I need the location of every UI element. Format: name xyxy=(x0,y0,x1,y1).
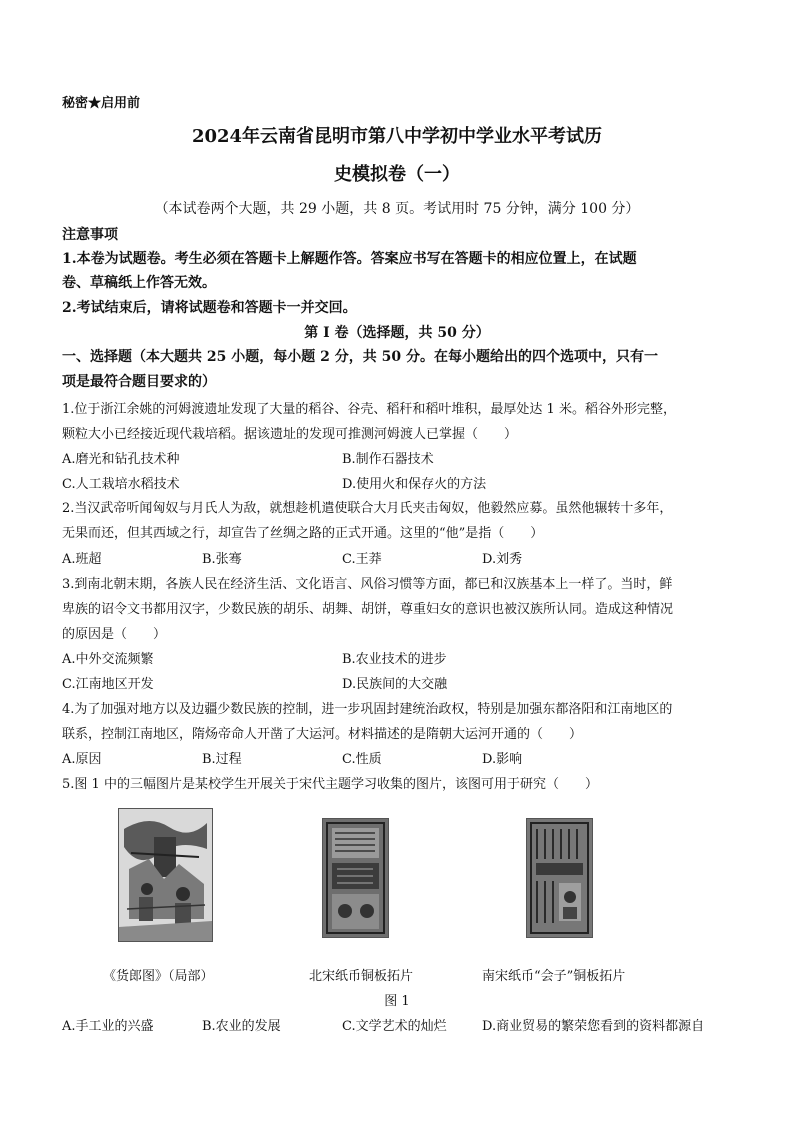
question-1-line1: 1.位于浙江余姚的河姆渡遗址发现了大量的稻谷、谷壳、稻秆和稻叶堆积，最厚处达 1 米。稻谷外形完整， xyxy=(62,402,676,417)
notice-item2: 2.考试结束后，请将试题卷和答题卡一并交回。 xyxy=(62,300,357,316)
question-2-line1: 2.当汉武帝听闻匈奴与月氏人为敌，就想趁机遣使联合大月氏夹击匈奴，他毅然应募。虽然他辗转十多年， xyxy=(62,501,673,516)
question-2-option-b: B.张骞 xyxy=(202,552,242,567)
question-4-option-b: B.过程 xyxy=(202,752,242,767)
question-3-option-c: C.江南地区开发 xyxy=(62,677,154,692)
rubbing-image xyxy=(322,818,389,938)
question-1-option-a: A.磨光和钻孔技术种 xyxy=(62,452,180,467)
part-heading-line1: 一、选择题（本大题共 25 小题，每小题 2 分，共 50 分。在每小题给出的四个选项中，只有一 xyxy=(62,349,658,365)
question-3-line2: 卑族的诏令文书都用汉字，少数民族的胡乐、胡舞、胡饼，尊重妇女的意识也被汉族所认同。造成这种情况 xyxy=(62,602,674,617)
question-2-line2: 无果而还，但其西域之行，却宣告了丝绸之路的正式开通。这里的“他”是指（ ） xyxy=(62,526,544,541)
secret-mark: 秘密★启用前 xyxy=(62,96,141,111)
question-1-option-b: B.制作石器技术 xyxy=(342,452,434,467)
question-3-option-d: D.民族间的大交融 xyxy=(342,677,448,692)
question-3-option-a: A.中外交流频繁 xyxy=(62,652,154,667)
question-1-line2: 颗粒大小已经接近现代栽培稻。据该遗址的发现可推测河姆渡人已掌握（ ） xyxy=(62,427,518,442)
question-5-option-a: A.手工业的兴盛 xyxy=(62,1019,154,1034)
question-4-option-d: D.影响 xyxy=(482,752,523,767)
question-1-option-d: D.使用火和保存火的方法 xyxy=(342,477,487,492)
painting-image xyxy=(118,808,213,942)
question-3-line1: 3.到南北朝末期，各族人民在经济生活、文化语言、风俗习惯等方面，都已和汉族基本上一样了。当时，鲜 xyxy=(62,577,673,592)
question-4-option-c: C.性质 xyxy=(342,752,382,767)
question-5-option-d: D.商业贸易的繁荣您看到的资料都源自 xyxy=(482,1019,705,1034)
question-4-option-a: A.原因 xyxy=(62,752,102,767)
part-heading-line2: 项是最符合题目要求的） xyxy=(62,374,216,390)
question-5-option-c: C.文学艺术的灿烂 xyxy=(342,1019,447,1034)
rubbing-image xyxy=(526,818,593,938)
question-4-line2: 联系，控制江南地区，隋炀帝命人开凿了大运河。材料描述的是隋朝大运河开通的（ ） xyxy=(62,727,583,742)
question-2-option-c: C.王莽 xyxy=(342,552,382,567)
figure-caption-southern-song: 南宋纸币“会子”铜板拓片 xyxy=(482,969,626,984)
question-5-line1: 5.图 1 中的三幅图片是某校学生开展关于宋代主题学习收集的图片，该图可用于研究（ ） xyxy=(62,777,598,792)
question-3-line3: 的原因是（ ） xyxy=(62,627,167,642)
question-2-option-d: D.刘秀 xyxy=(482,552,523,567)
figure-caption-northern-song: 北宋纸币铜板拓片 xyxy=(309,969,414,984)
question-5-option-b: B.农业的发展 xyxy=(202,1019,281,1034)
figure-label: 图 1 xyxy=(384,994,410,1009)
notice-heading: 注意事项 xyxy=(62,227,118,243)
page-title-line1: 2024年云南省昆明市第八中学初中学业水平考试历 xyxy=(191,126,603,147)
question-3-option-b: B.农业技术的进步 xyxy=(342,652,447,667)
question-4-line1: 4.为了加强对地方以及边疆少数民族的控制，进一步巩固封建统治政权，特别是加强东都洛阳和江南地区的 xyxy=(62,702,673,717)
exam-info: （本试卷两个大题，共 29 小题，共 8 页。考试用时 75 分钟，满分 100 分） xyxy=(154,201,640,217)
question-1-option-c: C.人工栽培水稻技术 xyxy=(62,477,180,492)
notice-item1-line2: 卷、草稿纸上作答无效。 xyxy=(62,275,216,291)
question-2-option-a: A.班超 xyxy=(62,552,102,567)
figure-caption-painting: 《货郎图》（局部） xyxy=(103,969,214,984)
volume-title: 第 I 卷（选择题，共 50 分） xyxy=(304,325,490,341)
page-title-line2: 史模拟卷（一） xyxy=(334,164,460,185)
notice-item1-line1: 1.本卷为试题卷。考生必须在答题卡上解题作答。答案应书写在答题卡的相应位置上，在试题 xyxy=(62,251,637,267)
